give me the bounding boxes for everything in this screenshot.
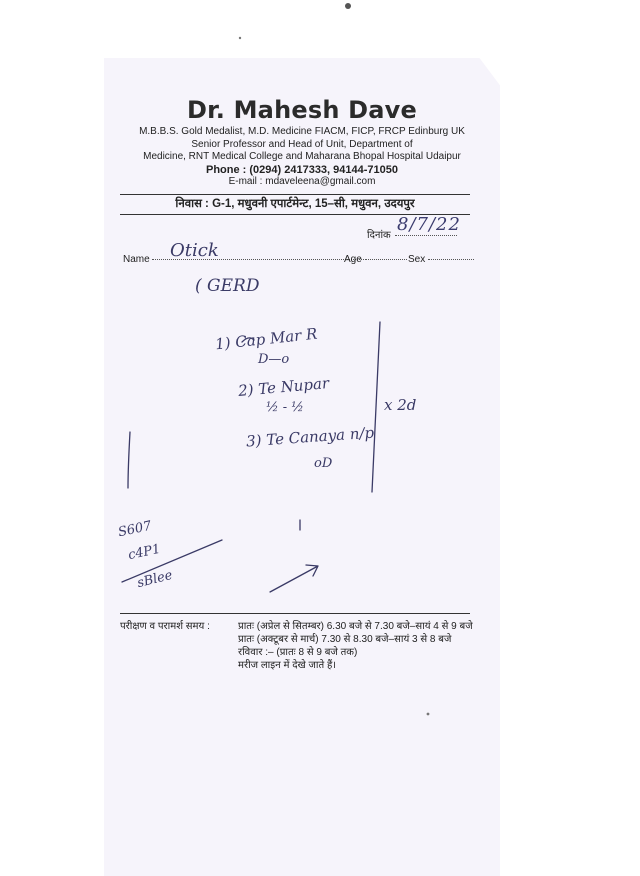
time-line-2: प्रातः (अक्टूबर से मार्च) 7.30 से 8.30 बजे–सायं 3 से 8 बजे (238, 634, 452, 645)
side-note-line-2: c4P1 (126, 541, 162, 564)
date-handwritten: 8/7/22 (397, 214, 461, 235)
arrow-stroke (270, 565, 318, 592)
rx-item-1-dose: D—o (258, 352, 290, 367)
rx-item-2-dose: ½ - ½ (266, 400, 304, 415)
time-line-1: प्रातः (अप्रेल से सितम्बर) 6.30 बजे से 7.30 बजे–सायं 4 से 9 बजे (238, 621, 473, 632)
rx-bracket-line (372, 322, 380, 492)
qualifications: M.B.B.S. Gold Medalist, M.D. Medicine FIACM, FICP, FRCP Edinburg UK (139, 126, 465, 137)
email: E-mail : mdaveleena@gmail.com (228, 176, 376, 187)
dust-spot (427, 713, 430, 716)
rx-tick-stroke (242, 338, 254, 342)
time-line-4: मरीज लाइन में देखे जाते हैं। (238, 660, 337, 671)
rx-item-3-dose: oD (314, 456, 333, 471)
dust-spot (345, 3, 351, 9)
side-note-line-1: S607 (116, 518, 153, 541)
phone: Phone : (0294) 2417333, 94144-71050 (205, 163, 399, 176)
age-label: Age (344, 254, 362, 265)
consultation-times (238, 620, 473, 672)
footer-divider (120, 613, 470, 614)
position-line-2: Medicine, RNT Medical College and Maharana Bhopal Hospital Udaipur (143, 151, 461, 162)
position-line-1: Senior Professor and Head of Unit, Department of (191, 138, 413, 150)
rx-duration: x 2d (384, 396, 417, 414)
name-label: Name (123, 254, 150, 265)
consultation-label: परीक्षण व परामर्श समय : (120, 621, 210, 632)
rx-item-1: 1) Cap Mar R (214, 324, 319, 354)
rx-item-3: 3) Te Canaya n/p (245, 423, 375, 451)
side-note-underline (122, 540, 222, 582)
residence-address: निवास : G-1, मधुवनी एपार्टमेन्ट, 15–सी, मधुवन, उदयपुर (175, 198, 415, 210)
complaint-handwritten: ( GERD (195, 276, 260, 296)
left-margin-stroke (128, 432, 130, 488)
rx-item-2: 2) Te Nupar (237, 374, 330, 400)
sex-label: Sex (408, 254, 426, 265)
patient-name-handwritten: Otick (170, 240, 219, 261)
time-line-3: रविवार :– (प्रातः 8 से 9 बजे तक) (238, 647, 358, 658)
doctor-name: Dr. Mahesh Dave (186, 96, 417, 124)
side-note-line-3: sBlee (135, 567, 175, 592)
dust-spot (239, 37, 241, 39)
date-label: दिनांक (367, 230, 391, 241)
